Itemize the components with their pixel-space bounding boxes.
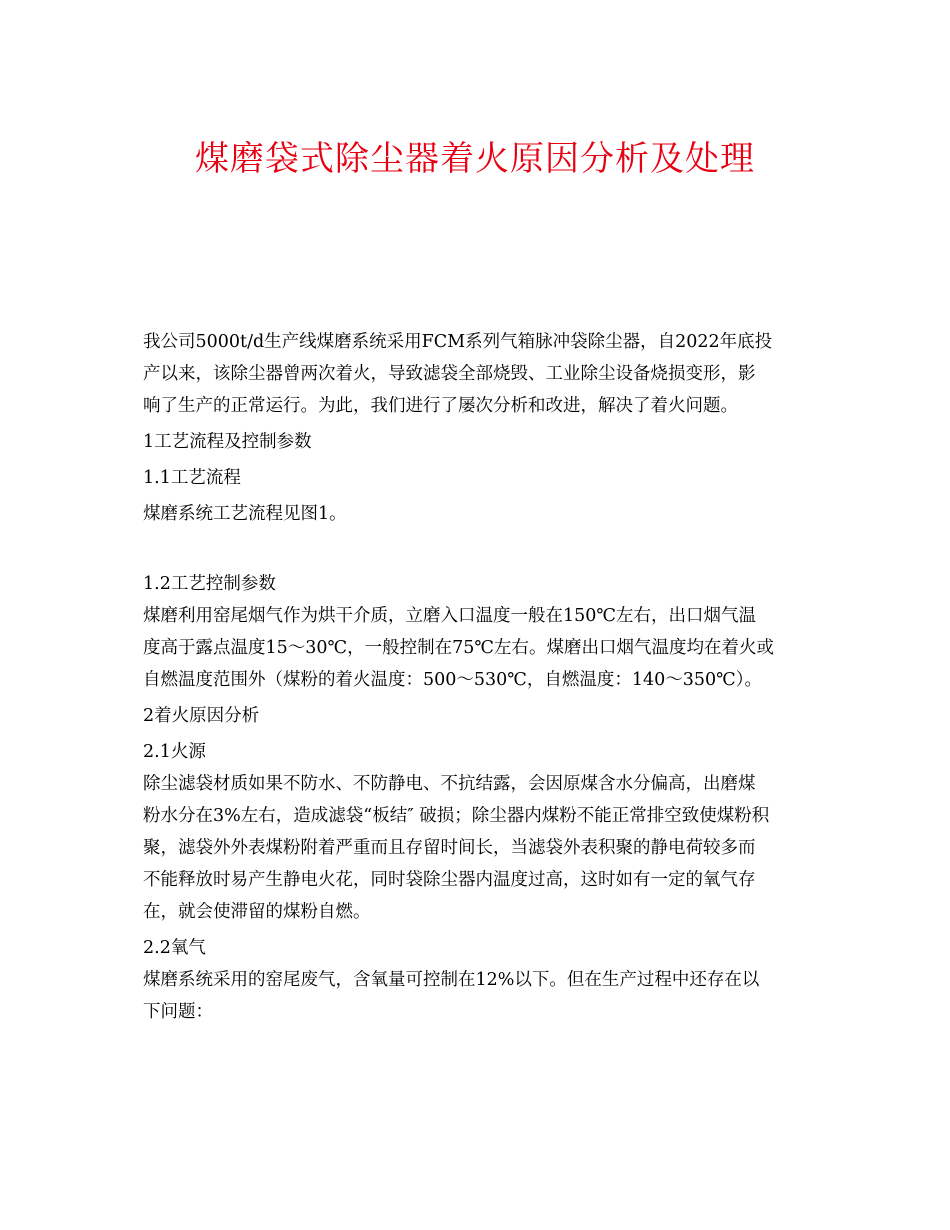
section-1-1-heading: 1.1工艺流程 bbox=[143, 468, 241, 488]
section-1-2-line: 度高于露点温度15～30℃，一般控制在75℃左右。煤磨出口烟气温度均在着火或 bbox=[143, 638, 774, 658]
section-1-2-line: 自燃温度范围外（煤粉的着火温度：500～530℃，自燃温度：140～350℃）。 bbox=[143, 670, 763, 690]
intro-line: 我公司5000t/d生产线煤磨系统采用FCM系列气箱脉冲袋除尘器，自2022年底投 bbox=[143, 332, 773, 352]
section-1-heading: 1工艺流程及控制参数 bbox=[143, 432, 312, 452]
section-2-1-line: 在，就会使滞留的煤粉自燃。 bbox=[143, 902, 371, 922]
section-2-1-line: 粉水分在3%左右，造成滤袋“板结″ 破损；除尘器内煤粉不能正常排空致使煤粉积 bbox=[143, 806, 770, 826]
intro-line: 响了生产的正常运行。为此，我们进行了屡次分析和改进，解决了着火问题。 bbox=[143, 396, 738, 416]
section-2-2-line: 下问题： bbox=[143, 1002, 213, 1022]
document-title: 煤磨袋式除尘器着火原因分析及处理 bbox=[195, 139, 755, 179]
section-2-1-line: 聚，滤袋外外表煤粉附着严重而且存留时间长，当滤袋外表积聚的静电荷较多而 bbox=[143, 838, 756, 858]
section-2-1-line: 除尘滤袋材质如果不防水、不防静电、不抗结露，会因原煤含水分偏高，出磨煤 bbox=[143, 774, 756, 794]
section-1-2-line: 煤磨利用窑尾烟气作为烘干介质，立磨入口温度一般在150℃左右，出口烟气温 bbox=[143, 606, 756, 626]
section-1-2-heading: 1.2工艺控制参数 bbox=[143, 574, 276, 594]
blank-spacer bbox=[143, 530, 813, 564]
intro-line: 产以来，该除尘器曾两次着火，导致滤袋全部烧毁、工业除尘设备烧损变形，影 bbox=[143, 364, 756, 384]
section-2-1-heading: 2.1火源 bbox=[143, 742, 206, 762]
section-2-2-heading: 2.2氧气 bbox=[143, 938, 206, 958]
section-1-1-text: 煤磨系统工艺流程见图1。 bbox=[143, 504, 347, 524]
section-2-1-line: 不能释放时易产生静电火花，同时袋除尘器内温度过高，这时如有一定的氧气存 bbox=[143, 870, 756, 890]
section-2-2-line: 煤磨系统采用的窑尾废气，含氧量可控制在12%以下。但在生产过程中还存在以 bbox=[143, 970, 760, 990]
document-body bbox=[143, 326, 813, 1028]
section-2-heading: 2着火原因分析 bbox=[143, 706, 260, 726]
